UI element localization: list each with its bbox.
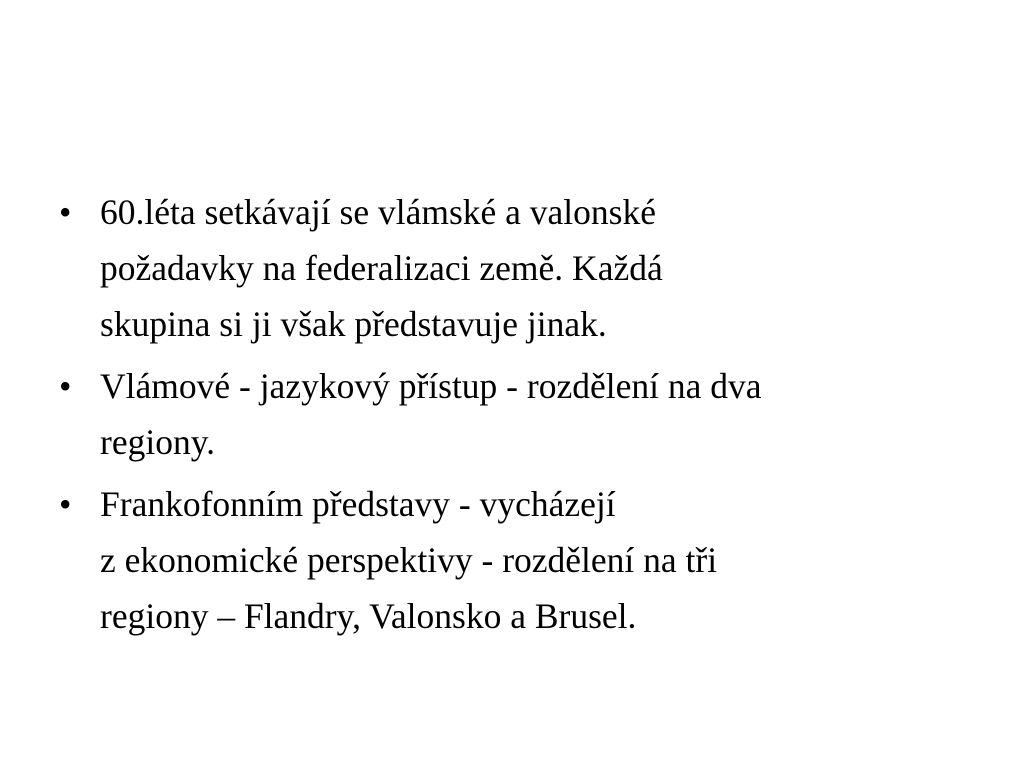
bullet-item-2 <box>55 358 965 470</box>
bullet-line: regiony. <box>100 422 216 462</box>
bullet-text <box>100 358 965 470</box>
bullet-marker: • <box>59 366 72 406</box>
bullet-item-1 <box>55 184 965 352</box>
bullet-text <box>100 476 965 644</box>
bullet-line: požadavky na federalizaci země. Každá <box>100 248 663 288</box>
bullet-line: Frankofonním představy - vycházejí <box>100 484 616 524</box>
bullet-list <box>55 184 965 650</box>
bullet-line: regiony – Flandry, Valonsko a Brusel. <box>100 596 637 636</box>
bullet-line: skupina si ji však představuje jinak. <box>100 304 607 344</box>
bullet-line: Vlámové - jazykový přístup - rozdělení na dva <box>100 366 762 406</box>
bullet-marker: • <box>59 192 72 232</box>
bullet-marker: • <box>59 484 72 524</box>
bullet-line: z ekonomické perspektivy - rozdělení na tři <box>100 540 718 580</box>
bullet-text <box>100 184 965 352</box>
bullet-item-3 <box>55 476 965 644</box>
bullet-line: 60.léta setkávají se vlámské a valonské <box>100 192 656 232</box>
